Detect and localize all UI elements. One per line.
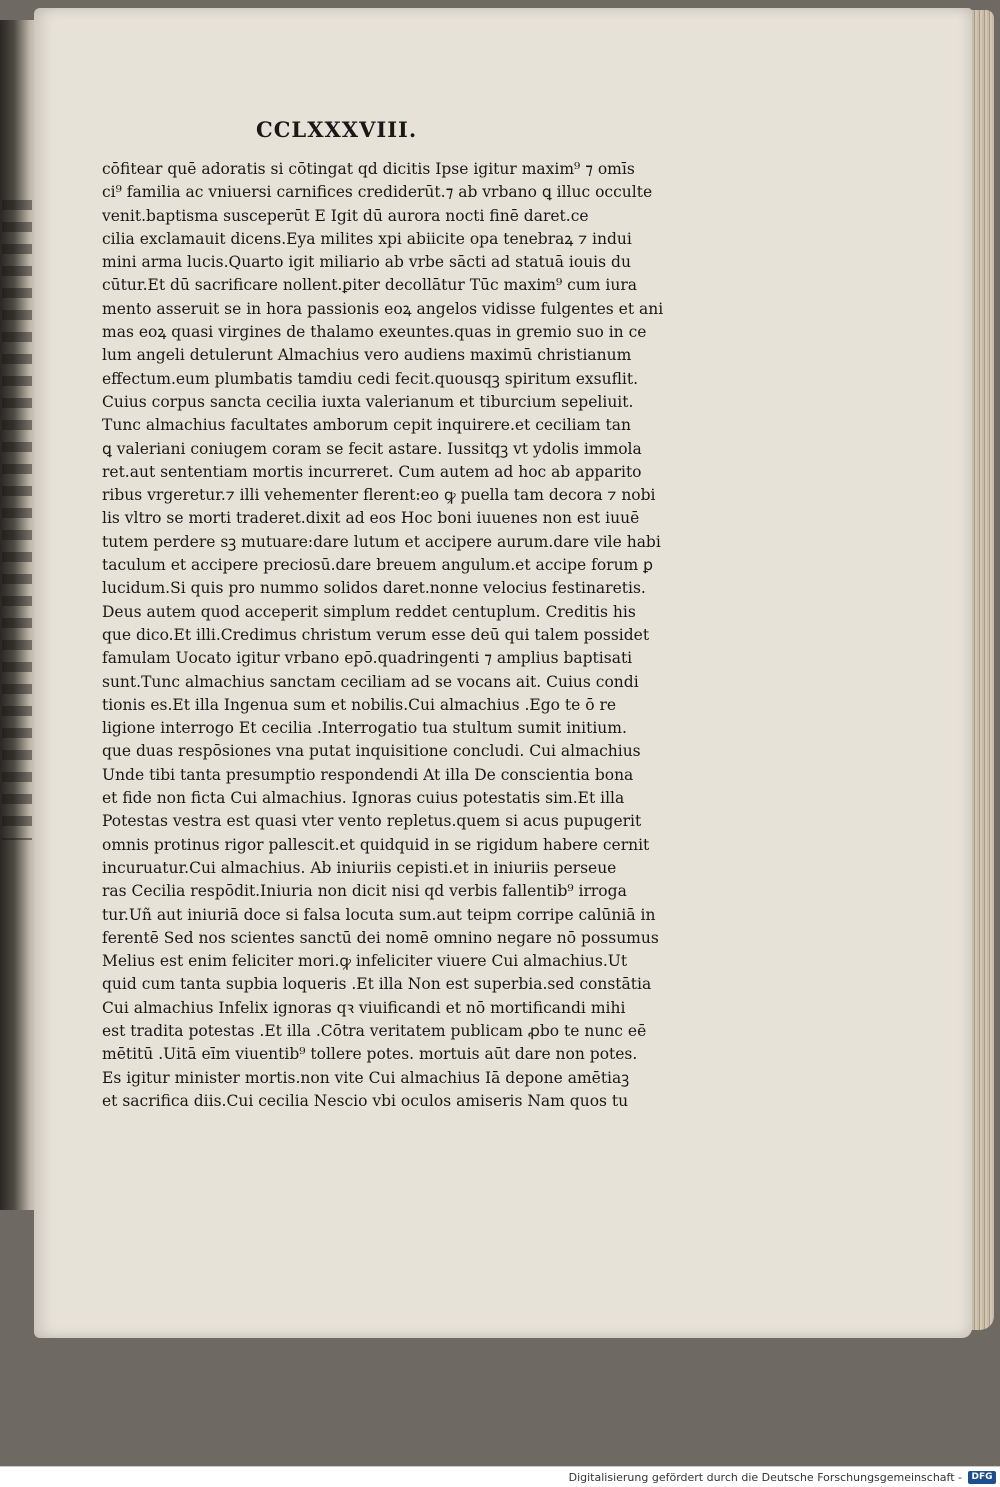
text-line: Tunc almachius facultates amborum cepit inquirere.et ceciliam tan bbox=[102, 416, 631, 435]
text-line: est tradita potestas .Et illa .Cōtra veritatem publicam ꝓbo te nunc eē bbox=[102, 1021, 647, 1040]
text-line: ras Cecilia respōdit.Iniuria non dicit nisi qd verbis fallentib⁹ irroga bbox=[102, 882, 627, 901]
text-line: cōfitear quē adoratis si cōtingat qd dicitis Ipse igitur maxim⁹ ⁊ omīs bbox=[102, 160, 635, 178]
text-line: lum angeli detulerunt Almachius vero audiens maximū christianum bbox=[102, 346, 632, 365]
text-line: mas eoꝝ quasi virgines de thalamo exeuntes.quas in gremio suo in ce bbox=[102, 323, 647, 342]
text-line: omnis protinus rigor pallescit.et quidquid in se rigidum habere cernit bbox=[102, 835, 650, 854]
text-line: cūtur.Et dū sacrificare nollent.ꝑiter decollātur Tūc maxim⁹ cum iura bbox=[102, 276, 637, 295]
text-line: tutem perdere sꝫ mutuare:dare lutum et accipere aurum.dare vile habi bbox=[102, 532, 661, 551]
text-line: Melius est enim feliciter mori.ꝙ infeliciter viuere Cui almachius.Ut bbox=[102, 952, 628, 971]
text-line: ci⁹ familia ac vniuersi carnifices crediderūt.⁊ ab vrbano ꝗ illuc occulte bbox=[102, 183, 653, 202]
text-line: mini arma lucis.Quarto igit miliario ab vrbe sācti ad statuā iouis du bbox=[102, 253, 631, 272]
text-line: mento asseruit se in hora passionis eoꝝ angelos vidisse fulgentes et ani bbox=[102, 299, 664, 318]
text-line: effectum.eum plumbatis tamdiu cedi fecit.quousqꝫ spiritum exsuflit. bbox=[102, 369, 639, 388]
text-line: Cui almachius Infelix ignoras qꝛ viuificandi et nō mortificandi mihi bbox=[102, 998, 626, 1017]
text-line: lis vltro se morti traderet.dixit ad eos Hoc boni iuuenes non est iuuē bbox=[102, 509, 640, 528]
text-line: sunt.Tunc almachius sanctam ceciliam ad se vocans ait. Cuius condi bbox=[102, 672, 639, 691]
text-line: ligione interrogo Et cecilia .Interrogatio tua stultum sumit initium. bbox=[102, 719, 627, 738]
text-line: que dico.Et illi.Credimus christum verum esse deū qui talem possidet bbox=[102, 625, 650, 644]
text-line: Unde tibi tanta presumptio respondendi At illa De conscientia bona bbox=[102, 765, 634, 784]
text-line: et fide non ficta Cui almachius. Ignoras cuius potestatis sim.Et illa bbox=[102, 789, 625, 808]
text-line: venit.baptisma susceperūt E Igit dū aurora nocti finē daret.ce bbox=[102, 206, 589, 225]
text-line: Es igitur minister mortis.non vite Cui almachius Iā depone amētiaꝫ bbox=[102, 1068, 630, 1087]
footer-bar bbox=[0, 1466, 1000, 1487]
folio-number: CCLXXXVIII. bbox=[256, 117, 418, 142]
text-line: Deus autem quod acceperit simplum reddet centuplum. Creditis his bbox=[102, 602, 636, 621]
text-line: ribus vrgeretur.⁊ illi vehementer flerent:eo ꝙ puella tam decora ⁊ nobi bbox=[102, 486, 656, 505]
text-line: cilia exclamauit dicens.Eya milites xpi abiicite opa tenebraꝝ ⁊ indui bbox=[102, 229, 632, 248]
footer-credit: Digitalisierung gefördert durch die Deutsche Forschungsgemeinschaft - bbox=[568, 1470, 962, 1484]
text-line: ferentē Sed nos scientes sanctū dei nomē omnino negare nō possumus bbox=[102, 928, 659, 947]
text-line: tur.Uñ aut iniuriā doce si falsa locuta sum.aut teipm corripe calūniā in bbox=[102, 905, 656, 924]
text-line: quid cum tanta supbia loqueris .Et illa Non est superbia.sed constātia bbox=[102, 975, 652, 994]
text-line: famulam Uocato igitur vrbano epō.quadringenti ⁊ amplius baptisati bbox=[102, 649, 633, 668]
text-line: Cuius corpus sancta cecilia iuxta valerianum et tiburcium sepeliuit. bbox=[102, 392, 634, 411]
text-line: ret.aut sententiam mortis incurreret. Cum autem ad hoc ab apparito bbox=[102, 462, 642, 481]
text-line: incuruatur.Cui almachius. Ab iniuriis cepisti.et in iniuriis perseue bbox=[102, 858, 617, 877]
text-line: taculum et accipere preciosū.dare breuem angulum.et accipe forum ꝑ bbox=[102, 556, 654, 575]
text-line: et sacrifica diis.Cui cecilia Nescio vbi oculos amiseris Nam quos tu bbox=[102, 1091, 629, 1110]
text-line: Potestas vestra est quasi vter vento repletus.quem si acus pupugerit bbox=[102, 812, 642, 831]
text-column bbox=[102, 158, 692, 1113]
text-line: ꝗ valeriani coniugem coram se fecit astare. Iussitqꝫ vt ydolis immola bbox=[102, 439, 642, 458]
text-line: que duas respōsiones vna putat inquisitione concludi. Cui almachius bbox=[102, 742, 641, 761]
dfg-logo: DFG bbox=[968, 1471, 996, 1484]
text-line: mētitū .Uitā eīm viuentib⁹ tollere potes. mortuis aūt dare non potes. bbox=[102, 1045, 638, 1064]
text-line: lucidum.Si quis pro nummo solidos daret.nonne velocius festinaretis. bbox=[102, 579, 646, 598]
text-line: tionis es.Et illa Ingenua sum et nobilis.Cui almachius .Ego te ō re bbox=[102, 695, 617, 714]
facing-page-text-fragment bbox=[2, 200, 32, 840]
